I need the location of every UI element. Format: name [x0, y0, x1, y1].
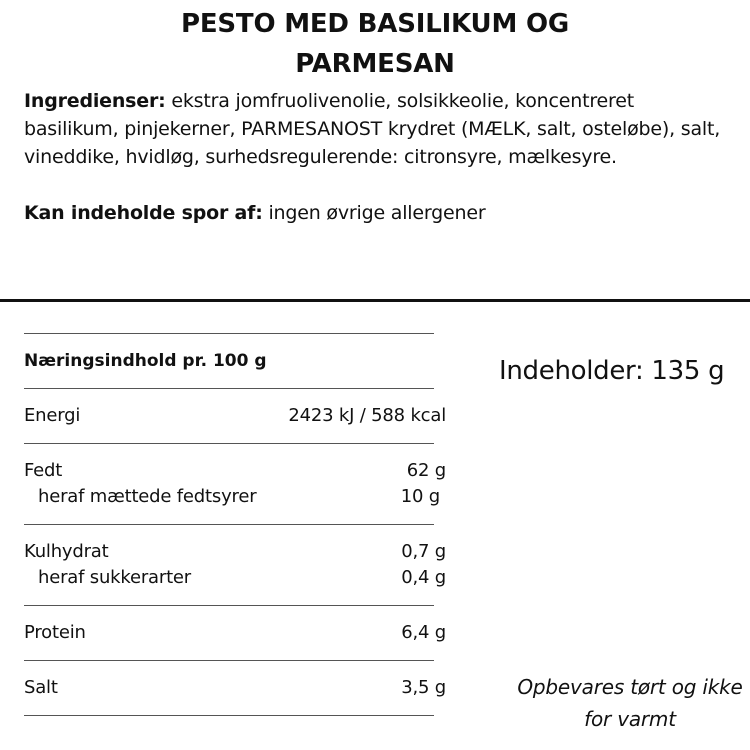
storage-instructions	[510, 671, 750, 735]
fat-value: 62 g	[406, 460, 446, 481]
protein-row	[24, 606, 446, 660]
ingredients-label: Ingredienser:	[24, 90, 166, 112]
storage-line-2: for varmt	[584, 707, 676, 731]
protein-label: Protein	[24, 622, 86, 643]
carbohydrate-group	[24, 525, 446, 605]
ingredients-section	[24, 87, 724, 171]
saturated-fat-value: 10 g	[400, 486, 440, 507]
traces-label: Kan indeholde spor af:	[24, 202, 263, 224]
nutrition-heading: Næringsindhold pr. 100 g	[24, 351, 267, 371]
product-title-line-2: PARMESAN	[295, 49, 455, 79]
energy-value: 2423 kJ / 588 kcal	[288, 405, 446, 426]
storage-line-1: Opbevares tørt og ikke	[517, 675, 743, 699]
salt-value: 3,5 g	[401, 677, 446, 698]
carbohydrate-label: Kulhydrat	[24, 541, 109, 562]
salt-label: Salt	[24, 677, 58, 698]
product-title	[0, 4, 750, 84]
protein-value: 6,4 g	[401, 622, 446, 643]
nutrition-table	[24, 333, 446, 716]
carbohydrate-value: 0,7 g	[401, 541, 446, 562]
allergen-traces-section	[24, 199, 724, 227]
table-rule	[24, 715, 434, 716]
energy-row	[24, 389, 446, 443]
salt-row	[24, 661, 446, 715]
ingredients-text: ekstra jomfruolivenolie, solsikkeolie, koncentreret basilikum, pinjekerner, PARMESANOST krydret (MÆLK, salt, osteløbe), salt, vineddike, hvidløg, surhedsregulerende: citronsyre, mælkesyre.	[24, 90, 721, 168]
energy-label: Energi	[24, 405, 81, 426]
section-divider	[0, 299, 750, 302]
product-title-line-1: PESTO MED BASILIKUM OG	[180, 9, 570, 39]
traces-text: ingen øvrige allergener	[262, 202, 486, 224]
net-contents: Indeholder: 135 g	[499, 356, 725, 386]
saturated-fat-label: heraf mættede fedtsyrer	[38, 486, 257, 507]
sugars-label: heraf sukkerarter	[38, 567, 192, 588]
fat-label: Fedt	[24, 460, 63, 481]
fat-group	[24, 444, 446, 524]
sugars-value: 0,4 g	[401, 567, 446, 588]
